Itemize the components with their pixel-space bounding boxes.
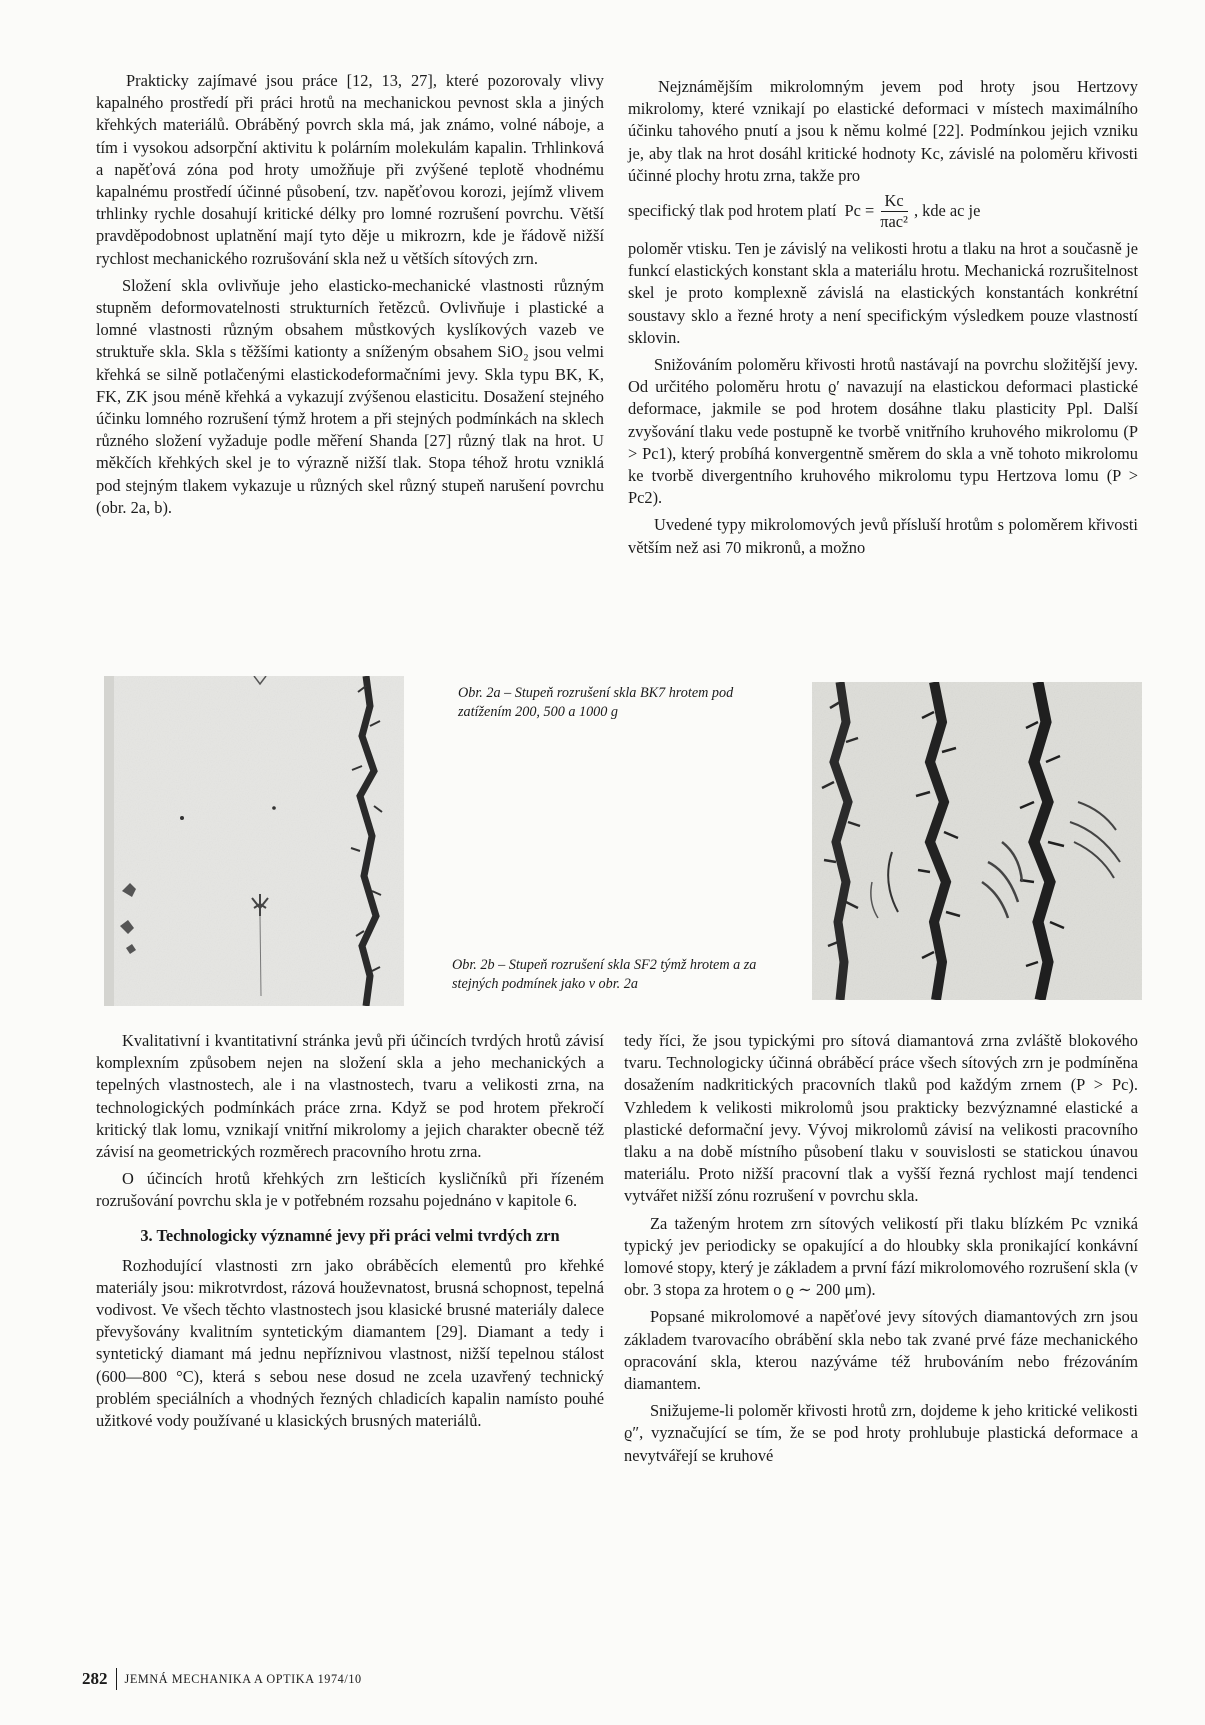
journal-name: JEMNÁ MECHANIKA A OPTIKA 1974/10	[124, 1671, 362, 1686]
paragraph: tedy říci, že jsou typickými pro sítová diamantová zrna zvláště blokového tvaru. Technologicky účinná obráběcí práce všech sítových zrn je podmíněna dosažením nadkritických pracovních tlaků pod každým zrnem (P > Pc). Vzhledem k velikosti mikrolomů jsou prakticky bezvýznamné elastické a plastické deformační jevy. Vývoj mikrolomů závisí na velikosti pracovního tlaku a na době místního působení tlaku v souvislosti se statickou únavou materiálu. Proto nižší pracovní tlak a vyšší řezná rychlost mají tendenci vytvářet nižší zónu rozrušení v povrchu skla.	[624, 1031, 1138, 1206]
paragraph: Nejznámějším mikrolomným jevem pod hroty jsou Hertzovy mikrolomy, které vznikají po elastické deformaci v místech maximálního účinku tahového pnutí a jsou k němu kolmé [22]. Podmínkou jejich vzniku je, aby tlak na hrot dosáhl kritické hodnoty Kc, závislé na poloměru křivosti účinné plochy hrotu zrna, takže pro	[628, 77, 1138, 185]
figure-2b-caption: Obr. 2b – Stupeň rozrušení skla SF2 týmž hrotem a za stejných podmínek jako v obr. 2a	[452, 957, 757, 992]
paragraph: O účincích hrotů křehkých zrn lešticích kysličníků při řízeném rozrušování povrchu skla je v potřebném rozsahu pojednáno v kapitole 6.	[96, 1169, 604, 1211]
paragraph: Snižujeme-li poloměr křivosti hrotů zrn, dojdeme k jeho kritické velikosti ϱ″, vyznačující se tím, že se pod hroty prohlubuje plastická deformace a nevytvářejí se kruhové	[624, 1401, 1138, 1465]
section-heading: 3. Technologicky významné jevy při práci velmi tvrdých zrn	[140, 1225, 560, 1245]
figure-2b-photo	[812, 682, 1142, 1000]
column-top-right	[628, 76, 1138, 559]
formula-numerator: Kc	[881, 191, 908, 212]
paragraph: Uvedené typy mikrolomových jevů přísluší hrotům s poloměrem křivosti větším než asi 70 mikronů, a možno	[628, 515, 1138, 557]
paragraph: Rozhodující vlastnosti zrn jako obráběcích elementů pro křehké materiály jsou: mikrotvrdost, rázová houževnatost, brusná schopnost, tepelná vodivost. Ve všech těchto vlastnostech jsou klasické brusné materiály dalece převyšovány kvalitním syntetickým diamantem [29]. Diamant a tedy i syntetický diamant má jednu nepříznivou vlastnost, nižší tepelnou stálost (600—800 °C), která s sebou nese dosud ne zcela uzavřený technický problém speciálních a vhodných řezných chladicích kapalin namísto pouhé užitkové vody používané u klasických brusných materiálů.	[96, 1255, 604, 1431]
column-bottom-right	[624, 1030, 1138, 1467]
page-number: 282	[82, 1669, 108, 1688]
page-footer	[82, 1668, 362, 1690]
footer-divider	[116, 1668, 117, 1690]
formula-tail: , kde ac je	[913, 201, 981, 221]
paragraph: Kvalitativní i kvantitativní stránka jevů při účincích tvrdých hrotů závisí komplexním způsobem nejen na složení skla a jeho mechanických a tepelných vlastnostech, ale i na vlastnostech, tvaru a velikosti zrna, na technologických podmínkách práce zrna. Když se pod hrotem překročí kritický tlak lomu, vznikají vnitřní mikrolomy a jejich charakter obecně též závisí na geometrických rozměrech pracovního hrotu zrna.	[96, 1031, 604, 1162]
figure-2a-photo	[104, 676, 404, 1006]
column-bottom-left	[96, 1030, 604, 1432]
formula-lead: specifický tlak pod hrotem platí	[628, 201, 837, 221]
pressure-formula	[628, 191, 1138, 232]
formula-lhs: Pc =	[844, 201, 875, 221]
paragraph: Snižováním poloměru křivosti hrotů nastávají na povrchu složitější jevy. Od určitého poloměru hrotu ϱ′ navazují na elastickou deformaci plastické deformace, jakmile se pod hrotem dosáhne tlaku plasticity Ppl. Další zvyšování tlaku vede postupně ke tvorbě vnitřního kruhového mikrolomu (P > Pc1), který probíhá konvergentně směrem do skla a vně tohoto mikrolomu ke tvorbě divergentního kruhového mikrolomu typu Hertzova lomu (P > Pc2).	[628, 355, 1138, 508]
column-top-left	[96, 70, 604, 519]
formula-fraction	[880, 191, 908, 232]
formula-denominator: πac²	[880, 212, 908, 232]
paragraph: Složení skla ovlivňuje jeho elasticko-mechanické vlastnosti různým stupněm deformovatelnosti strukturních řetězců. Ovlivňuje i plastické a lomné vlastnosti různým obsahem můstkových kyslíkových vazeb ve struktuře skla. Skla s těžšími kationty a sníženým obsahem SiO₂ jsou velmi křehká se silně potlačenými elastickodeformačními jevy. Skla typu BK, K, FK, ZK jsou méně křehká a vykazují zvýšenou elasticitu. Dosažení stejného účinku lomného rozrušení týmž hrotem a při stejných podmínkách na sklech různého složení vyžaduje podle měření Shanda [27] různý tlak na hrot. U měkčích křehkých skel je to výrazně nižší tlak. Stopa téhož hrotu vzniklá pod stejným tlakem vykazuje u různých skel různý stupeň narušení povrchu (obr. 2a, b).	[96, 275, 604, 517]
paragraph: Prakticky zajímavé jsou práce [12, 13, 27], které pozorovaly vlivy kapalného prostředí při práci hrotů na mechanickou pevnost skla a jiných křehkých materiálů. Obráběný povrch skla má, jak známo, volné náboje, a tím i vysokou adsorpční aktivitu k polárním molekulám kapalin. Trhlinková a napěťová zóna pod hroty umožňuje při zvýšené teplotě vhodnému kapalnému prostředí účinné působení, tzv. napěťovou korozi, jejímž vlivem trhlinky rychle dosahují kritické délky pro lomné rozrušení povrchu. Větší pravděpodobnost uplatnění mají tyto děje u mikrozrn, kde je řádově nižší rychlost mechanického rozrušování skla než u větších sítových zrn.	[96, 71, 604, 268]
paragraph: poloměr vtisku. Ten je závislý na velikosti hrotu a tlaku na hrot a současně je funkcí elastických konstant skla a materiálu hrotu. Mechanická rozrušitelnost skel je proto komplexně závislá na elastických konstantách konkrétní soustavy sklo a řezné hroty a není specifickým výsledkem pouze vlastností sklovin.	[628, 239, 1138, 347]
figure-2a-caption: Obr. 2a – Stupeň rozrušení skla BK7 hrotem pod zatížením 200, 500 a 1000 g	[458, 685, 734, 720]
paragraph: Za taženým hrotem zrn sítových velikostí při tlaku blízkém Pc vzniká typický jev periodicky se opakující a do hloubky skla pronikající konkávní lomové stopy, který je základem a první fází mikrolomového rozrušení skla (v obr. 3 stopa za hrotem o ϱ ∼ 200 μm).	[624, 1213, 1138, 1300]
paragraph: Popsané mikrolomové a napěťové jevy sítových diamantových zrn jsou základem tvarovacího obrábění skla nebo tak zvané prvé fáze mechanického opracování skla, kterou nazýváme též hrubováním nebo frézováním diamantem.	[624, 1307, 1138, 1394]
